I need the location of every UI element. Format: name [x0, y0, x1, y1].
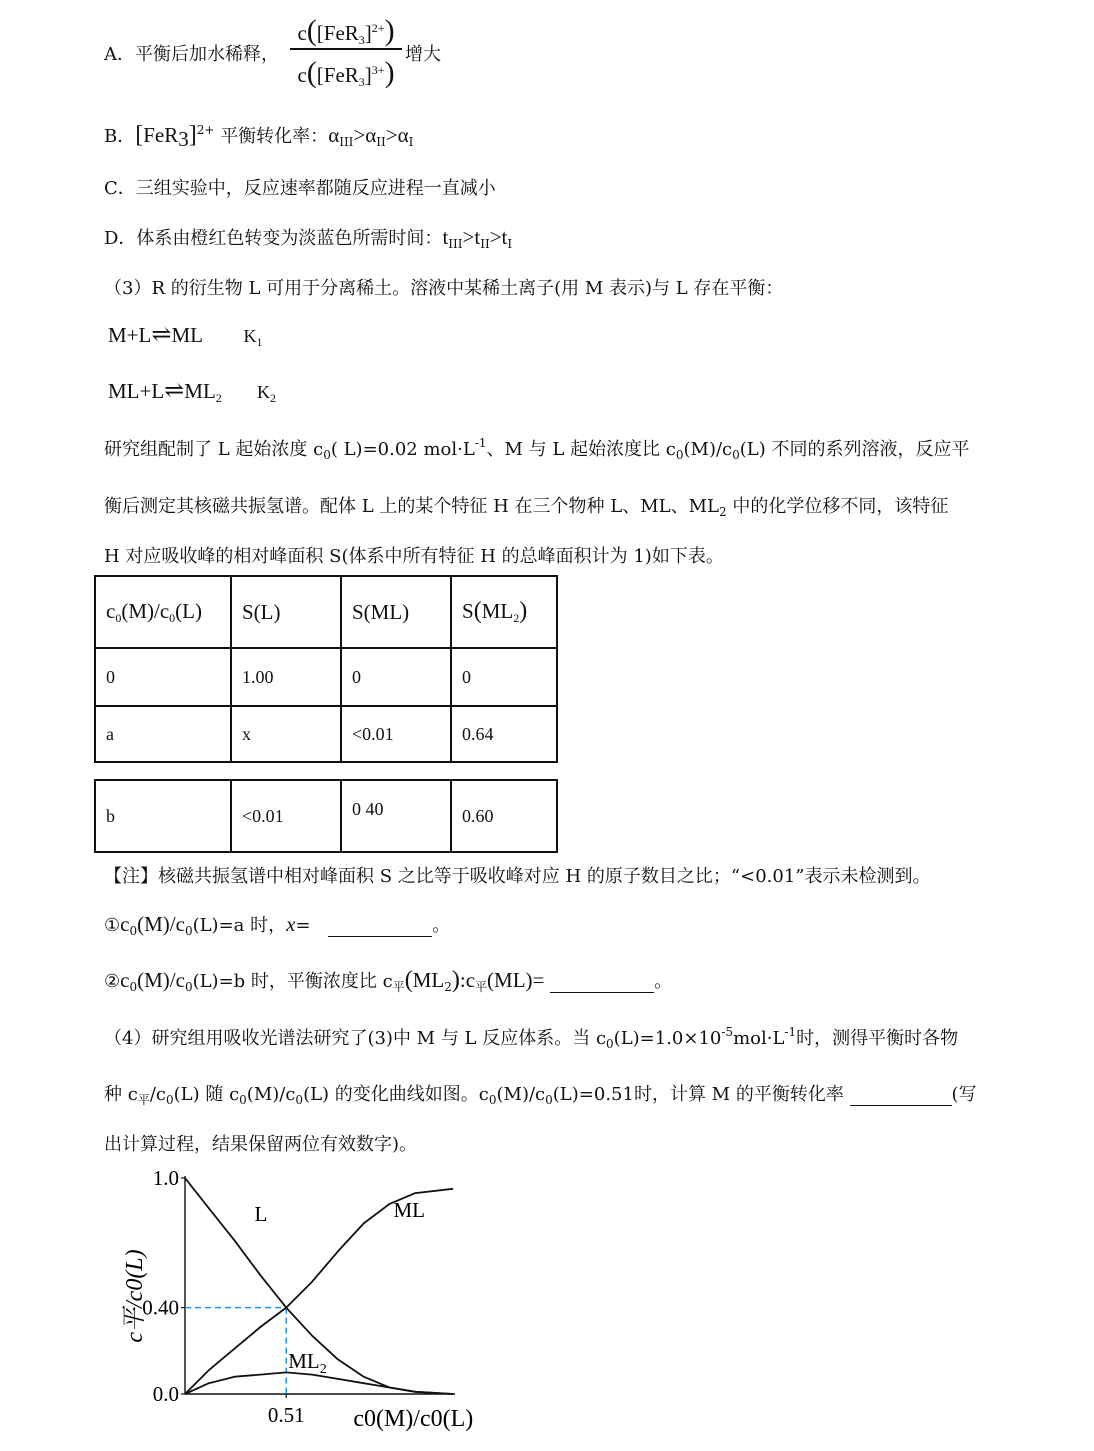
- option-d: D．体系由橙红色转变为淡蓝色所需时间：$t_{III}>t_{II}>t_I$: [104, 225, 513, 251]
- x-tick-label: 0.51: [267, 1403, 305, 1427]
- table-cell: 0: [451, 648, 557, 706]
- data-table-row-b: [94, 779, 558, 853]
- answer-blank-2[interactable]: [550, 971, 654, 993]
- option-a-label: A．平衡后加水稀释，: [104, 44, 279, 65]
- table-cell: x: [231, 706, 341, 762]
- y-tick-label: 1.0: [152, 1166, 179, 1190]
- option-a: [104, 40, 279, 66]
- table-row: [95, 706, 557, 762]
- table-cell: 0.60: [451, 780, 557, 852]
- option-a-fraction: [290, 8, 402, 90]
- y-tick-label: 0.0: [152, 1382, 179, 1406]
- chart-labels: [254, 1198, 424, 1377]
- paragraph-1: 研究组配制了 L 起始浓度 $c_0$( L)=0.02 $mol\cdot L^{-1}$、M 与 L 起始浓度比 $c_0(M)/c_0(L)$ 不同的系列溶液，反应平: [104, 436, 970, 462]
- series-l-label: L: [254, 1202, 268, 1227]
- header-sml: S(ML): [341, 576, 451, 648]
- series-ml2-label: $ML_2$: [288, 1349, 327, 1378]
- equilibrium-1: M+L⇌ML $K_1$: [108, 322, 263, 349]
- table-cell: 0: [95, 648, 231, 706]
- y-axis-label: c平/c0(L): [122, 1249, 148, 1343]
- chart-guides: [185, 1308, 286, 1394]
- answer-blank-3[interactable]: [850, 1084, 952, 1106]
- header-sml2: $S(ML_2)$: [451, 576, 557, 648]
- table-header-row: [95, 576, 557, 648]
- option-b: B．$[FeR_3]^{2+}$ 平衡转化率：$\alpha_{III}>\alpha_{II}>\alpha_I$: [104, 122, 414, 151]
- table-row: [95, 648, 557, 706]
- table-note: 【注】核磁共振氢谱中相对峰面积 S 之比等于吸收峰对应 H 的原子数目之比；“<0.01”表示未检测到。: [104, 866, 931, 887]
- paragraph-2: 衡后测定其核磁共振氢谱。配体 L 上的某个特征 H 在三个物种 L、ML、$ML_2$ 中的化学位移不同，该特征: [104, 496, 949, 519]
- part4-line-1: （4）研究组用吸收光谱法研究了(3)中 M 与 L 反应体系。当 $c_0(L)=1.0\times 10^{-5}mol\cdot L^{-1}$时，测得平衡时各物: [104, 1025, 959, 1051]
- table-cell: b: [95, 780, 231, 852]
- table-cell: <0.01: [231, 780, 341, 852]
- paragraph-3: H 对应吸收峰的相对峰面积 S(体系中所有特征 H 的总峰面积计为 1)如下表。: [104, 546, 724, 567]
- question-2: $②c_0(M)/c_0(L)=b$ 时，平衡浓度比 $c_平(ML_2):c_平(ML)=$ 。: [104, 967, 673, 994]
- table-cell: 0 40: [341, 780, 451, 852]
- equilibrium-chart: [100, 1160, 500, 1450]
- answer-blank-1[interactable]: [328, 915, 432, 937]
- table-cell: 1.00: [231, 648, 341, 706]
- equilibrium-2: $ML+L\rightleftharpoons ML_2$ $K_2$: [108, 378, 277, 405]
- y-tick-label: 0.40: [142, 1295, 179, 1320]
- option-c: C．三组实验中，反应速率都随反应进程一直减小: [104, 178, 496, 199]
- x-axis-label: c0(M)/c0(L): [353, 1406, 474, 1432]
- table-cell: 0: [341, 648, 451, 706]
- table-cell: <0.01: [341, 706, 451, 762]
- fraction-numerator: $c([FeR_3]^{2+})$: [297, 14, 395, 47]
- table-cell: a: [95, 706, 231, 762]
- series-ml-label: ML: [393, 1197, 425, 1222]
- data-table: [94, 575, 558, 763]
- question-1: $①c_0(M)/c_0(L)=a$ 时，x= 。: [104, 912, 451, 938]
- part4-line-3: 出计算过程，结果保留两位有效数字)。: [104, 1134, 418, 1155]
- fraction-denominator: $c([FeR_3]^{3+})$: [297, 55, 395, 89]
- option-a-suffix: 增大: [405, 44, 441, 65]
- table-row: [95, 780, 557, 852]
- header-sl: S(L): [231, 576, 341, 648]
- part4-line-2: 种 $c_平/c_0(L)$ 随 $c_0(M)/c_0(L)$ 的变化曲线如图。$c_0(M)/c_0(L)=0.51$时，计算 M 的平衡转化率 (写: [104, 1084, 977, 1107]
- part3-intro: （3）R 的衍生物 L 可用于分离稀土。溶液中某稀土离子(用 M 表示)与 L 存在平衡：: [104, 278, 784, 299]
- header-ratio: $c_0(M)/c_0(L)$: [95, 576, 231, 648]
- table-cell: 0.64: [451, 706, 557, 762]
